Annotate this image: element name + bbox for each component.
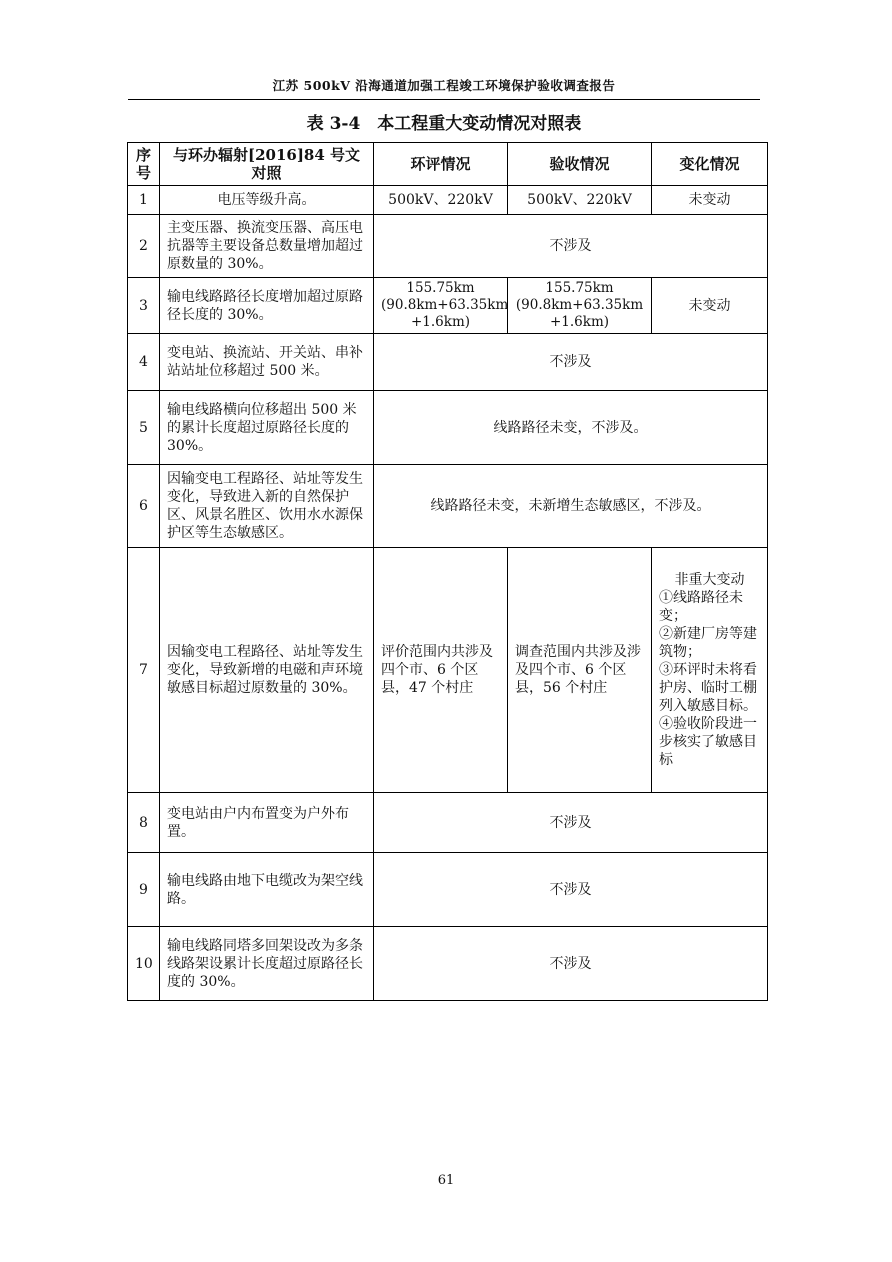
row-eia: 155.75km (90.8km+63.35km +1.6km) [374, 278, 508, 334]
table-row [128, 853, 768, 927]
change-note: ③环评时未将看护房、临时工棚列入敏感目标。 [659, 662, 757, 714]
row-number: 5 [128, 391, 160, 465]
row-merged-result: 线路路径未变，未新增生态敏感区，不涉及。 [374, 465, 768, 548]
table-row [128, 391, 768, 465]
row-item: 主变压器、换流变压器、高压电抗器等主要设备总数量增加超过原数量的 30%。 [160, 215, 374, 278]
change-note-title: 非重大变动 [674, 572, 745, 588]
row-eia: 评价范围内共涉及四个市、6 个区县，47 个村庄 [374, 548, 508, 793]
change-note: ④验收阶段进一步核实了敏感目标 [659, 716, 757, 768]
row-number: 8 [128, 793, 160, 853]
page-number: 61 [437, 1173, 455, 1188]
row-item: 输电线路由地下电缆改为架空线路。 [160, 853, 374, 927]
table-row [128, 278, 768, 334]
row-change-notes [652, 548, 768, 793]
row-acceptance: 500kV、220kV [508, 186, 652, 215]
table-title: 表 3-4 本工程重大变动情况对照表 [306, 114, 582, 134]
row-merged-result: 不涉及 [374, 334, 768, 391]
row-number: 6 [128, 465, 160, 548]
row-item: 输电线路同塔多回架设改为多条线路架设累计长度超过原路径长度的 30%。 [160, 927, 374, 1001]
row-item: 输电线路路径长度增加超过原路径长度的 30%。 [160, 278, 374, 334]
row-number: 2 [128, 215, 160, 278]
header-rule [128, 99, 760, 100]
row-number: 10 [128, 927, 160, 1001]
row-item: 变电站、换流站、开关站、串补站站址位移超过 500 米。 [160, 334, 374, 391]
row-item: 因输变电工程路径、站址等发生变化，导致进入新的自然保护区、风景名胜区、饮用水水源保护区等生态敏感区。 [160, 465, 374, 548]
row-item: 变电站由户内布置变为户外布置。 [160, 793, 374, 853]
change-comparison-table [127, 142, 768, 1001]
row-number: 9 [128, 853, 160, 927]
row-acceptance: 调查范围内共涉及涉及四个市、6 个区县，56 个村庄 [508, 548, 652, 793]
table-row [128, 927, 768, 1001]
col-header-acceptance: 验收情况 [508, 143, 652, 186]
row-merged-result: 不涉及 [374, 853, 768, 927]
row-item: 电压等级升高。 [160, 186, 374, 215]
row-change: 未变动 [652, 186, 768, 215]
row-merged-result: 线路路径未变，不涉及。 [374, 391, 768, 465]
row-eia: 500kV、220kV [374, 186, 508, 215]
table-row [128, 548, 768, 793]
row-number: 1 [128, 186, 160, 215]
row-merged-result: 不涉及 [374, 927, 768, 1001]
table-row [128, 793, 768, 853]
table-row [128, 334, 768, 391]
table-row [128, 465, 768, 548]
row-change: 未变动 [652, 278, 768, 334]
row-number: 7 [128, 548, 160, 793]
col-header-change: 变化情况 [652, 143, 768, 186]
row-item: 因输变电工程路径、站址等发生变化，导致新增的电磁和声环境敏感目标超过原数量的 30%。 [160, 548, 374, 793]
row-number: 3 [128, 278, 160, 334]
running-header: 江苏 500kV 沿海通道加强工程竣工环境保护验收调查报告 [272, 78, 616, 93]
row-number: 4 [128, 334, 160, 391]
change-note: ①线路路径未变； [659, 590, 743, 624]
row-item: 输电线路横向位移超出 500 米的累计长度超过原路径长度的 30%。 [160, 391, 374, 465]
row-acceptance: 155.75km (90.8km+63.35km +1.6km) [508, 278, 652, 334]
col-header-item: 与环办辐射[2016]84 号文对照 [160, 143, 374, 186]
table-row [128, 186, 768, 215]
row-merged-result: 不涉及 [374, 793, 768, 853]
row-merged-result: 不涉及 [374, 215, 768, 278]
col-header-eia: 环评情况 [374, 143, 508, 186]
change-note: ②新建厂房等建筑物； [659, 626, 757, 660]
col-header-no: 序号 [128, 143, 160, 186]
table-row [128, 215, 768, 278]
